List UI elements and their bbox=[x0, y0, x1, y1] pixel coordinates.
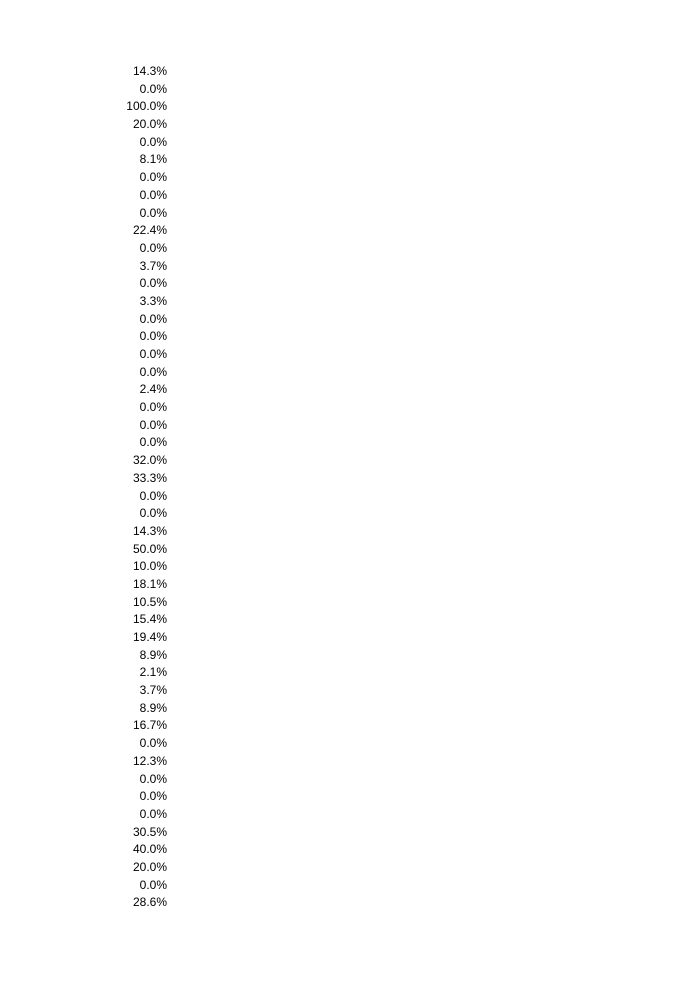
percentage-column bbox=[100, 63, 167, 912]
percentage-cell: 3.7% bbox=[139, 683, 167, 698]
percentage-cell: 0.0% bbox=[139, 506, 167, 521]
percentage-cell: 0.0% bbox=[139, 417, 167, 432]
percentage-cell: 12.3% bbox=[132, 753, 167, 768]
percentage-cell: 18.1% bbox=[132, 576, 167, 591]
percentage-cell: 0.0% bbox=[139, 364, 167, 379]
percentage-cell: 20.0% bbox=[132, 117, 167, 132]
percentage-cell: 0.0% bbox=[139, 347, 167, 361]
percentage-cell: 0.0% bbox=[139, 806, 167, 821]
percentage-cell: 32.0% bbox=[132, 453, 167, 468]
percentage-cell: 28.6% bbox=[132, 895, 167, 910]
percentage-cell: 0.0% bbox=[139, 205, 167, 220]
percentage-cell: 8.9% bbox=[139, 700, 167, 715]
percentage-cell: 0.0% bbox=[139, 134, 167, 149]
percentage-cell: 0.0% bbox=[139, 240, 167, 255]
percentage-cell: 0.0% bbox=[139, 435, 167, 450]
percentage-cell: 100.0% bbox=[126, 99, 167, 114]
percentage-cell: 0.0% bbox=[139, 170, 167, 185]
percentage-cell: 20.0% bbox=[132, 859, 167, 874]
percentage-cell: 0.0% bbox=[139, 877, 167, 892]
percentage-cell: 19.4% bbox=[132, 630, 167, 644]
percentage-cell: 50.0% bbox=[132, 541, 167, 556]
percentage-cell: 40.0% bbox=[132, 842, 167, 857]
percentage-cell: 0.0% bbox=[139, 81, 167, 96]
percentage-cell: 2.4% bbox=[139, 382, 167, 397]
percentage-cell: 3.7% bbox=[139, 258, 167, 273]
percentage-cell: 3.3% bbox=[139, 293, 167, 308]
percentage-cell: 0.0% bbox=[139, 187, 167, 202]
percentage-cell: 8.9% bbox=[139, 647, 167, 662]
percentage-cell: 16.7% bbox=[132, 718, 167, 733]
percentage-cell: 0.0% bbox=[139, 400, 167, 415]
percentage-cell: 0.0% bbox=[139, 276, 167, 291]
percentage-cell: 33.3% bbox=[132, 470, 167, 485]
percentage-cell: 22.4% bbox=[132, 223, 167, 238]
percentage-cell: 0.0% bbox=[139, 736, 167, 751]
percentage-cell: 2.1% bbox=[139, 665, 167, 680]
percentage-cell: 14.3% bbox=[132, 64, 167, 78]
percentage-cell: 0.0% bbox=[139, 329, 167, 344]
percentage-cell: 0.0% bbox=[139, 488, 167, 503]
percentage-cell: 10.0% bbox=[132, 559, 167, 574]
percentage-cell: 0.0% bbox=[139, 311, 167, 326]
percentage-cell: 15.4% bbox=[132, 612, 167, 627]
percentage-cell: 14.3% bbox=[132, 523, 167, 538]
percentage-cell: 0.0% bbox=[139, 789, 167, 804]
percentage-cell: 0.0% bbox=[139, 771, 167, 786]
percentage-cell: 30.5% bbox=[132, 824, 167, 839]
percentage-cell: 8.1% bbox=[139, 152, 167, 167]
percentage-cell: 10.5% bbox=[132, 594, 167, 609]
